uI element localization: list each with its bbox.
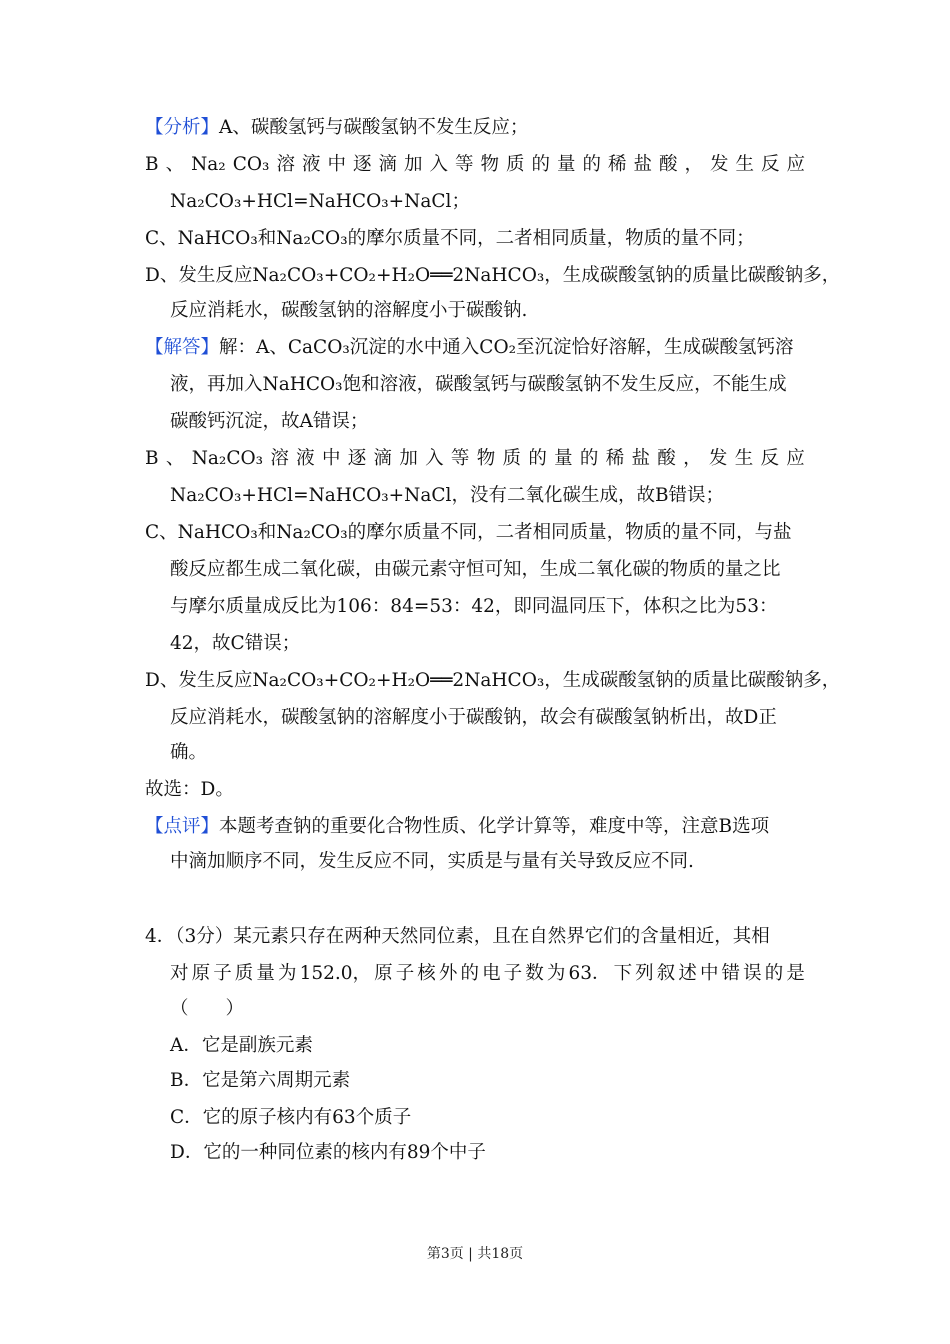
question4-l2-word: 误 [743, 963, 762, 984]
option-d: D．它的一种同位素的核内有89个中子 [170, 1142, 486, 1163]
solution-b-word: 逐 [347, 448, 367, 469]
question4-l2-word: 152.0， [299, 963, 372, 984]
option-a: A．它是副族元素 [170, 1035, 313, 1056]
solution-b-word: 中 [321, 448, 341, 469]
question4-l2-word: 63． [568, 963, 611, 984]
solution-b-word: 液 [296, 448, 315, 469]
analysis-b-word: 发 [709, 154, 729, 175]
analysis-b-word: 反 [760, 154, 780, 175]
analysis-b-word: Na₂ [191, 154, 226, 175]
analysis-b-cont: Na₂CO₃+HCl=NaHCO₃+NaCl； [170, 191, 470, 212]
solution-choice: 故选：D。 [145, 779, 234, 800]
question4-l2-word: 外 [438, 963, 458, 984]
question4-l2-word: 数 [525, 963, 544, 984]
analysis-b-word: ， [684, 154, 703, 175]
solution-b-word: 等 [450, 448, 470, 469]
solution-d3: 确。 [170, 742, 208, 763]
solution-b-word: 质 [502, 448, 522, 469]
solution-b-word: 发 [708, 448, 728, 469]
question4-l2-word: 为 [546, 963, 566, 984]
question4-l2-word: 错 [721, 963, 741, 984]
question4-l2-word: 列 [635, 963, 654, 984]
question4-l2-word: 为 [277, 963, 297, 984]
analysis-b-word: 溶 [276, 154, 295, 175]
solution-b-word: 滴 [373, 448, 393, 469]
solution-a1: 解：A、CaCO₃沉淀的水中通入CO₂至沉淀恰好溶解，生成碳酸氢钙溶 [219, 337, 794, 358]
analysis-b-word: 稀 [607, 154, 627, 175]
solution-b-word: 量 [554, 448, 573, 469]
analysis-a: A、碳酸氢钙与碳酸氢钠不发生反应； [219, 117, 529, 138]
solution-c4: 42，故C错误； [170, 633, 301, 654]
analysis-b-word: 质 [505, 154, 525, 175]
solution-b-cont: Na₂CO₃+HCl=NaHCO₃+NaCl，没有二氧化碳生成，故B错误； [170, 485, 725, 506]
question4-l2-word: 述 [678, 963, 697, 984]
question4-l2-word: 的 [460, 963, 479, 984]
solution-b-word: 加 [399, 448, 418, 469]
question4-l2-word: 下 [613, 963, 633, 984]
analysis-b-word: 盐 [633, 154, 652, 175]
analysis-b-word: 液 [301, 154, 321, 175]
analysis-b-word: 入 [429, 154, 448, 175]
analysis-b-word: 的 [582, 154, 601, 175]
analysis-b-word: 滴 [378, 154, 397, 175]
question4-l2-word: 电 [482, 963, 501, 984]
solution-b-word: 的 [528, 448, 547, 469]
question4-l2-word: 叙 [656, 963, 676, 984]
solution-d2: 反应消耗水，碳酸氢钠的溶解度小于碳酸钠，故会有碳酸氢钠析出，故D正 [170, 707, 777, 728]
question4-l2-word: 子 [503, 963, 523, 984]
analysis-line-a [145, 116, 950, 140]
solution-d1: D、发生反应Na₂CO₃+CO₂+H₂O══2NaHCO₃，生成碳酸氢钠的质量比碳酸钠多， [145, 670, 841, 691]
solution-b-word: 盐 [631, 448, 651, 469]
analysis-b-word: CO₃ [232, 154, 270, 175]
solution-b-word: 酸 [657, 448, 676, 469]
question4-l2-word: 子 [395, 963, 415, 984]
analysis-c: C、NaHCO₃和Na₂CO₃的摩尔质量不同，二者相同质量，物质的量不同； [145, 228, 755, 249]
question4-l3: （ ） [170, 998, 245, 1019]
solution-c3: 与摩尔质量成反比为106：84=53：42，即同温同压下，体积之比为53： [170, 596, 778, 617]
solution-a2: 液，再加入NaHCO₃饱和溶液，碳酸氢钙与碳酸氢钠不发生反应，不能生成 [170, 374, 787, 395]
solution-b-word: 溶 [270, 448, 289, 469]
solution-b-word: B [145, 448, 159, 469]
question4-l2-word: 原 [191, 963, 211, 984]
analysis-b-word: 加 [403, 154, 423, 175]
comment-l2: 中滴加顺序不同，发生反应不同，实质是与量有关导致反应不同. [170, 851, 694, 872]
analysis-b-word: 、 [165, 154, 185, 175]
analysis-b-word: 等 [454, 154, 474, 175]
solution-b-word: 应 [786, 448, 805, 469]
analysis-b-word: 酸 [658, 154, 678, 175]
solution-a3: 碳酸钙沉淀，故A错误； [170, 411, 369, 432]
analysis-tag: 【分析】 [145, 117, 220, 138]
analysis-b-word: 物 [480, 154, 499, 175]
solution-b-word: 的 [579, 448, 599, 469]
solution-line-a1 [145, 336, 950, 360]
option-c: C．它的原子核内有63个质子 [170, 1107, 412, 1128]
analysis-b-word: 生 [735, 154, 754, 175]
analysis-b-word: 的 [531, 154, 550, 175]
question4-l2-word: 的 [764, 963, 784, 984]
analysis-b-word: B [145, 154, 159, 175]
page-footer: 第3页 | 共18页 [426, 1246, 524, 1262]
question4-l2-word: 核 [417, 963, 436, 984]
analysis-b-word: 量 [556, 154, 576, 175]
solution-b-word: 稀 [605, 448, 625, 469]
question4-l2 [170, 962, 805, 986]
question4-l2-word: 原 [374, 963, 393, 984]
solution-b-word: 、 [165, 448, 185, 469]
comment-l1: 本题考查钠的重要化合物性质、化学计算等，难度中等，注意B选项 [219, 816, 770, 837]
solution-b-word: 物 [476, 448, 496, 469]
comment-tag: 【点评】 [145, 816, 220, 837]
comment-line-1 [145, 815, 950, 839]
solution-b-word: ， [683, 448, 702, 469]
analysis-line-b [145, 153, 805, 177]
solution-b-word: 反 [760, 448, 779, 469]
question4-l2-word: 质 [234, 963, 254, 984]
solution-line-b [145, 447, 805, 471]
solution-b-word: 生 [734, 448, 754, 469]
analysis-d2: 反应消耗水，碳酸氢钠的溶解度小于碳酸钠. [170, 300, 528, 321]
solution-b-word: 入 [425, 448, 444, 469]
option-b: B．它是第六周期元素 [170, 1070, 351, 1091]
analysis-d1: D、发生反应Na₂CO₃+CO₂+H₂O══2NaHCO₃，生成碳酸氢钠的质量比碳酸钠多， [145, 265, 841, 286]
question4-l2-word: 是 [786, 963, 805, 984]
question4-l2-word: 对 [170, 963, 189, 984]
solution-b-word: Na₂CO₃ [191, 448, 264, 469]
solution-tag: 【解答】 [145, 337, 220, 358]
analysis-b-word: 中 [327, 154, 346, 175]
question4-l2-word: 子 [213, 963, 232, 984]
analysis-b-word: 应 [786, 154, 805, 175]
analysis-b-word: 逐 [352, 154, 372, 175]
solution-c2: 酸反应都生成二氧化碳，由碳元素守恒可知，生成二氧化碳的物质的量之比 [170, 559, 781, 580]
question4-l1: 4．（3分）某元素只存在两种天然同位素，且在自然界它们的含量相近，其相 [145, 926, 770, 947]
question4-l2-word: 中 [699, 963, 719, 984]
solution-c1: C、NaHCO₃和Na₂CO₃的摩尔质量不同，二者相同质量，物质的量不同，与盐 [145, 522, 792, 543]
question4-l2-word: 量 [256, 963, 275, 984]
